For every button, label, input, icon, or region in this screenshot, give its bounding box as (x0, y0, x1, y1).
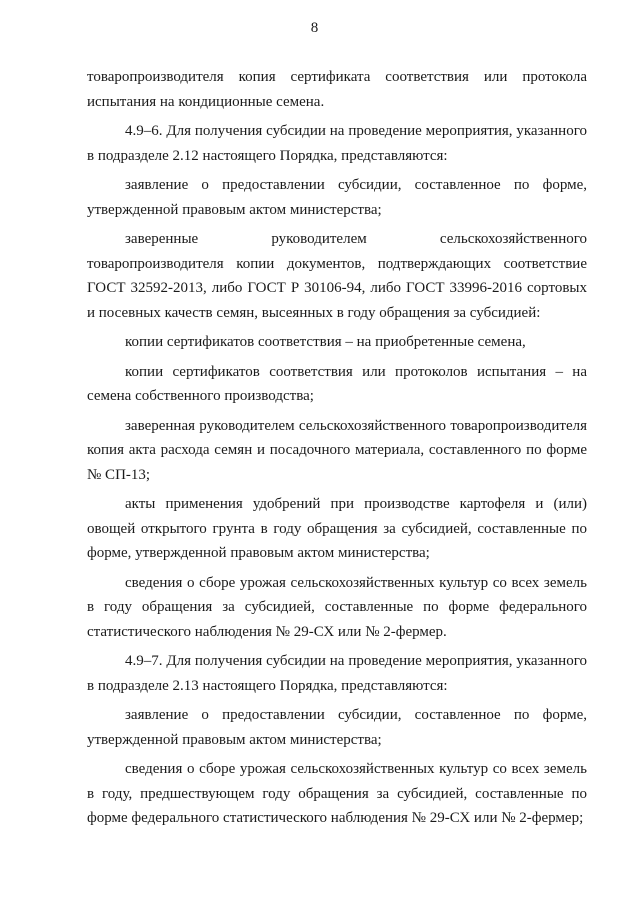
paragraph-seed-expense-act: заверенная руководителем сельскохозяйственного товаропроизводителя копия акта расхода семян и посадочного материала, составленного по форме № СП-13; (87, 417, 587, 483)
paragraph-continuation: товаропроизводителя копия сертификата соответствия или протокола испытания на кондиционные семена. (87, 69, 587, 110)
paragraph-application-2: заявление о предоставлении субсидии, составленное по форме, утвержденной правовым актом министерства; (87, 707, 587, 748)
paragraph-section-4-9-6: 4.9–6. Для получения субсидии на проведение мероприятия, указанного в подразделе 2.12 настоящего Порядка, представляются: (87, 123, 587, 164)
paragraph-purchased-seeds: копии сертификатов соответствия – на приобретенные семена, (125, 334, 526, 350)
paragraph-certified-copies: заверенные руководителем сельскохозяйственного товаропроизводителя копии документов, подтверждающих соответствие ГОСТ 32592-2013, либо ГОСТ Р 30106-94, либо ГОСТ 33996-2016 сортовых и посевных качеств семян, высеянных в году обращения за субсидией: (87, 231, 587, 321)
paragraph-fertilizer-acts: акты применения удобрений при производстве картофеля и (или) овощей открытого грунта в году обращения за субсидией, составленные по форме, утвержденной правовым актом министерства; (87, 496, 587, 561)
document-body (87, 65, 587, 831)
paragraph-harvest-info: сведения о сборе урожая сельскохозяйственных культур со всех земель в году обращения за субсидией, составленные по форме федерального статистического наблюдения № 29-СХ или № 2-фермер. (87, 574, 587, 640)
paragraph-own-seeds: копии сертификатов соответствия или протоколов испытания – на семена собственного производства; (87, 363, 587, 404)
page-number: 8 (310, 20, 319, 36)
paragraph-harvest-info-previous-year: сведения о сборе урожая сельскохозяйственных культур со всех земель в году, предшествующем году обращения за субсидией, составленные по форме федерального статистического наблюдения № 29-СХ или № 2-фермер; (87, 761, 587, 826)
paragraph-section-4-9-7: 4.9–7. Для получения субсидии на проведение мероприятия, указанного в подразделе 2.13 настоящего Порядка, представляются: (87, 653, 587, 694)
paragraph-application: заявление о предоставлении субсидии, составленное по форме, утвержденной правовым актом министерства; (87, 177, 587, 218)
